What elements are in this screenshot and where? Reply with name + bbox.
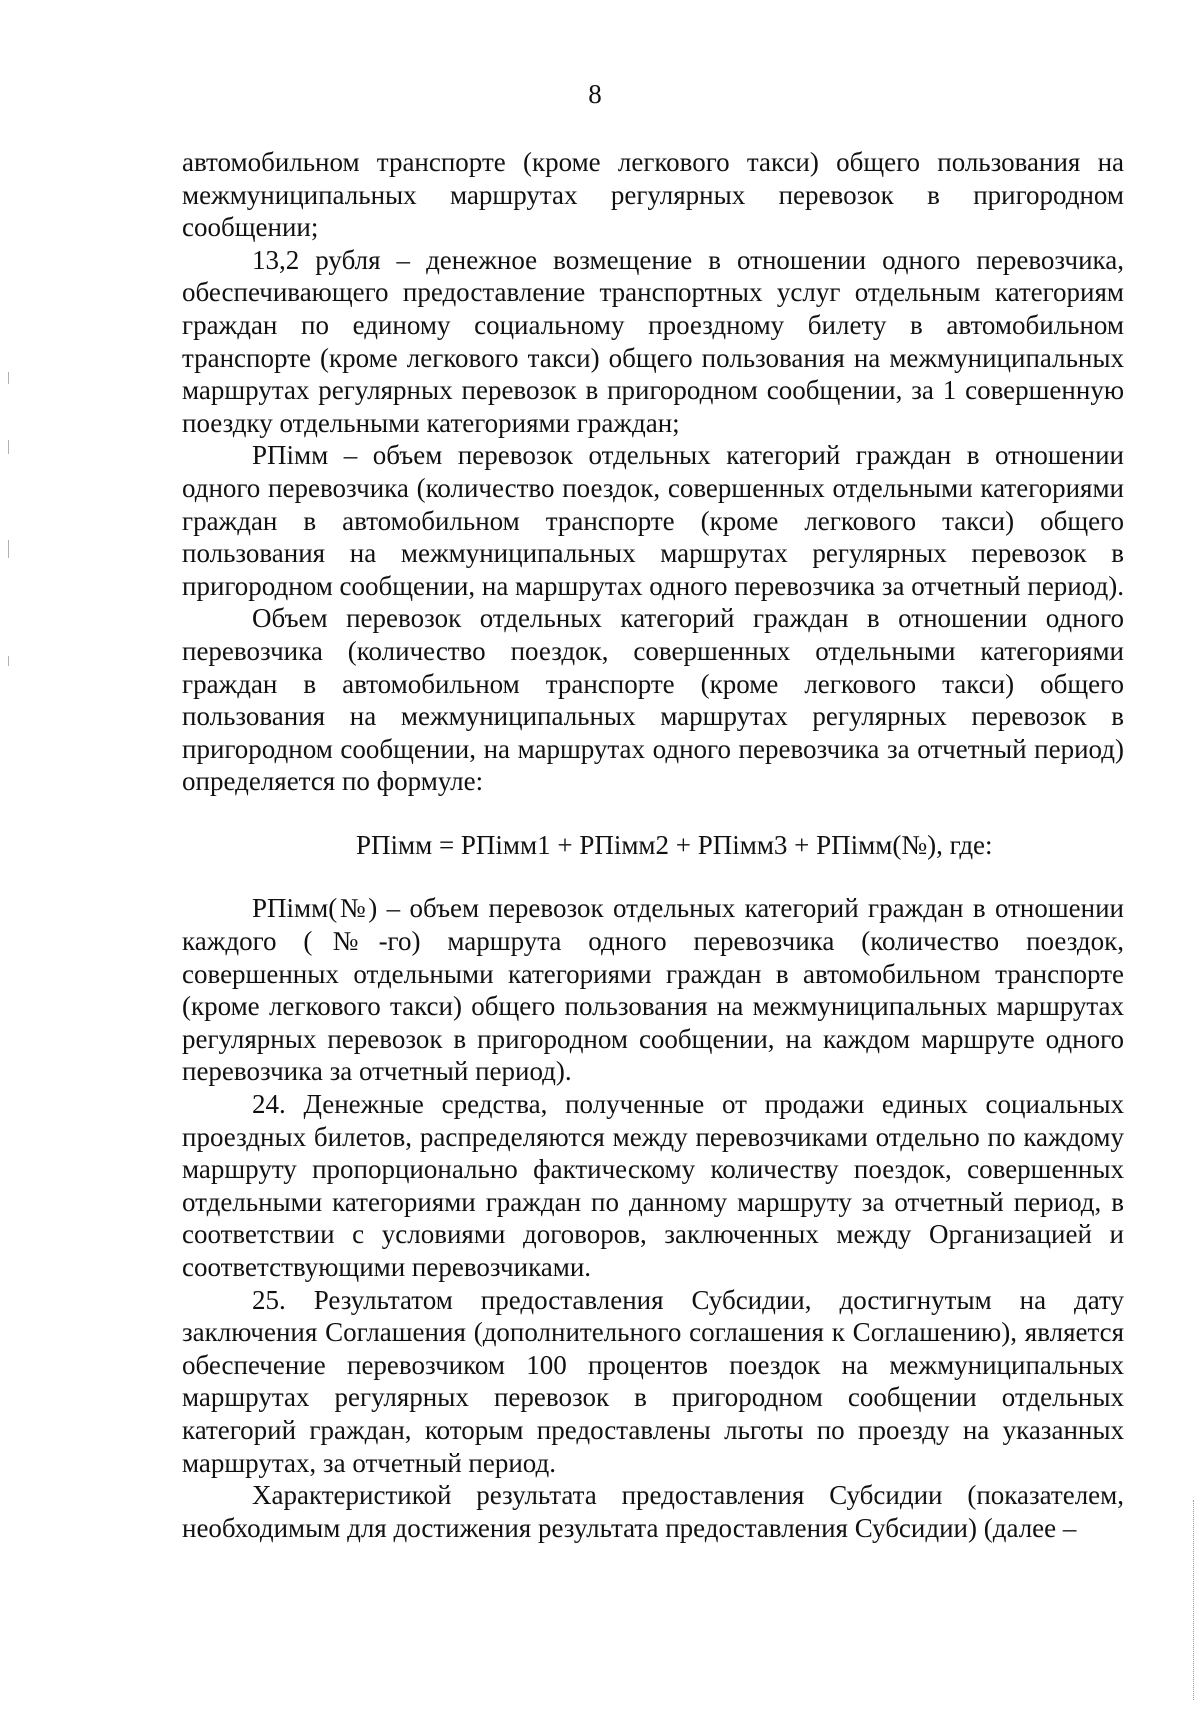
paragraph-item-24: 24. Денежные средства, полученные от продажи единых социальных проездных билетов, распределяются между перевозчиками отдельно по каждому маршруту пропорционально фактическому количеству поездок, совершенных отдельными категориями граждан по данному маршруту за отчетный период, в соответствии с условиями договоров, заключенных между Организацией и соответствующими перевозчиками. [182,1089,1124,1282]
paragraph-continuation: автомобильном транспорте (кроме легкового такси) общего пользования на межмуниципальных маршрутах регулярных перевозок в пригородном сообщении; [182,147,1124,243]
scan-artifact [8,440,9,454]
page-number: 8 [588,79,602,109]
paragraph-item-25: 25. Результатом предоставления Субсидии, достигнутым на дату заключения Соглашения (дополнительного соглашения к Соглашению), является обеспечение перевозчиком 100 процентов поездок на межмуниципальных маршрутах регулярных перевозок в пригородном сообщении отдельных категорий граждан, которым предоставлены льготы по проезду на указанных маршрутах, за отчетный период. [182,1284,1124,1478]
paragraph-compensation-rate: 13,2 рубля – денежное возмещение в отношении одного перевозчика, обеспечивающего предоставление транспортных услуг отдельным категориям граждан по единому социальному проездному билету в автомобильном транспорте (кроме легкового такси) общего пользования на межмуниципальных маршрутах регулярных перевозок в пригородном сообщении, за 1 совершенную поездку отдельными категориями граждан; [182,244,1124,438]
paragraph-result-characteristic: Характеристикой результата предоставления Субсидии (показателем, необходимым для достижения результата предоставления Субсидии) (далее – [182,1480,1124,1543]
document-body [182,146,1124,1544]
paragraph-rpimm-definition: РПiмм – объем перевозок отдельных категорий граждан в отношении одного перевозчика (количество поездок, совершенных отдельными категориями граждан в автомобильном транспорте (кроме легкового такси) общего пользования на межмуниципальных маршрутах регулярных перевозок в пригородном сообщении, на маршрутах одного перевозчика за отчетный период). [182,440,1124,601]
scan-edge-artifact [1193,1500,1196,1700]
paragraph-volume-formula-intro: Объем перевозок отдельных категорий граждан в отношении одного перевозчика (количество поездок, совершенных отдельными категориями граждан в автомобильном транспорте (кроме легкового такси) общего пользования на межмуниципальных маршрутах регулярных перевозок в пригородном сообщении, на маршрутах одного перевозчика за отчетный период) определяется по формуле: [182,603,1124,797]
formula: РПiмм = РПiмм1 + РПiмм2 + РПiмм3 + РПiмм(№), где: [356,829,993,860]
paragraph-rpimm-route-definition: РПiмм(№) – объем перевозок отдельных категорий граждан в отношении каждого (№-го) маршрута одного перевозчика (количество поездок, совершенных отдельными категориями граждан в автомобильном транспорте (кроме легкового такси) общего пользования на межмуниципальных маршрутах регулярных перевозок в пригородном сообщении, на каждом маршруте одного перевозчика за отчетный период). [182,893,1124,1087]
scan-artifact [8,372,9,384]
scan-artifact [8,656,9,666]
scan-artifact [8,540,9,558]
